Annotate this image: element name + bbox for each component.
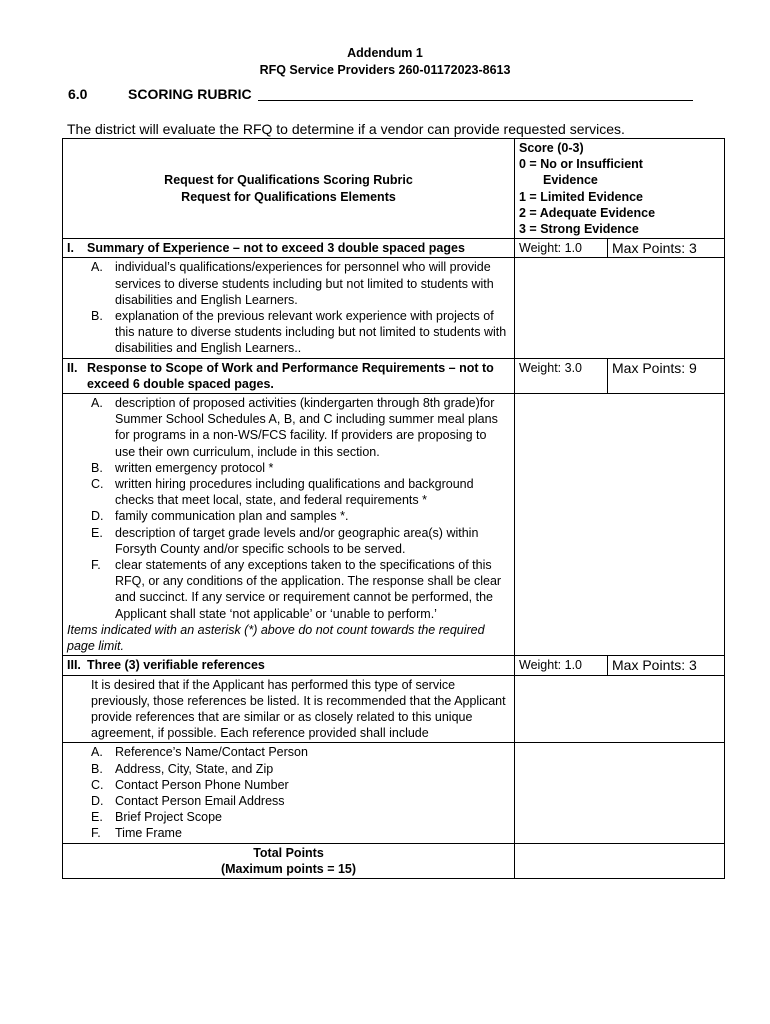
- score-entry-cell: [515, 258, 725, 358]
- item-letter: F.: [91, 826, 101, 841]
- list-item: [67, 793, 510, 809]
- score-legend-line: 0 = No or Insufficient: [519, 157, 643, 172]
- item-letter: B.: [91, 761, 103, 776]
- rfq-subtitle: RFQ Service Providers 260-01172023-8613: [259, 63, 511, 77]
- weight-cell: Weight: 3.0: [515, 358, 608, 393]
- total-score-cell: [515, 843, 725, 878]
- score-legend-line: Score (0-3): [519, 141, 584, 155]
- references-paragraph: It is desired that if the Applicant has performed this type of service previously, those references be listed. It is recommended that the Applicant provide references that are similar or as closely related to this unique agreement, if possible. Each reference provided shall include: [91, 677, 506, 741]
- list-item: [67, 809, 510, 825]
- item-letter: E.: [91, 525, 103, 540]
- item-letter: C.: [91, 477, 104, 492]
- section-items-row: [63, 258, 725, 358]
- rubric-title: Request for Qualifications Scoring Rubric: [164, 173, 413, 188]
- section-heading: [63, 239, 515, 258]
- item-letter: A.: [91, 745, 103, 760]
- weight-cell: Weight: 1.0: [515, 239, 608, 258]
- score-legend-line: 2 = Adequate Evidence: [519, 205, 656, 220]
- elements-header: [63, 139, 515, 239]
- section-items: [63, 258, 515, 358]
- item-text: Contact Person Email Address: [115, 793, 285, 808]
- section-paragraph-row: [63, 675, 725, 743]
- section-number: 6.0: [68, 86, 88, 102]
- item-text: Time Frame: [115, 826, 182, 841]
- weight-cell: Weight: 1.0: [515, 656, 608, 675]
- elements-title: Request for Qualifications Elements: [181, 189, 396, 204]
- item-text: Reference’s Name/Contact Person: [115, 745, 308, 760]
- list-item: [67, 259, 510, 308]
- item-text: Brief Project Scope: [115, 810, 222, 825]
- item-letter: B.: [91, 309, 103, 324]
- item-text: description of target grade levels and/or geographic area(s) within Forsyth County and/or specific schools to be served.: [115, 525, 479, 556]
- item-text: individual’s qualifications/experiences for personnel who will provide services to diverse students including but not limited to students with disabilities and English Learners.: [115, 260, 494, 307]
- score-legend-line: 3 = Strong Evidence: [519, 222, 639, 237]
- section-items: [63, 394, 515, 656]
- intro-text: The district will evaluate the RFQ to determine if a vendor can provide requested services.: [67, 121, 625, 137]
- references-paragraph-cell: [63, 675, 515, 743]
- section-numeral: III.: [67, 658, 81, 673]
- section-title: SCORING RUBRIC: [128, 86, 252, 102]
- max-points-cell: Max Points: 3: [608, 239, 725, 258]
- item-letter: A.: [91, 260, 103, 275]
- list-item: [67, 460, 510, 476]
- asterisk-note: Items indicated with an asterisk (*) above do not count towards the required page limit.: [67, 622, 485, 654]
- item-letter: D.: [91, 509, 104, 524]
- list-item: [67, 557, 510, 622]
- table-header-row: [63, 139, 725, 239]
- max-points-cell: Max Points: 3: [608, 656, 725, 675]
- list-item: [67, 508, 510, 524]
- list-item: [67, 825, 510, 841]
- item-letter: C.: [91, 777, 104, 792]
- score-legend-line: 1 = Limited Evidence: [519, 189, 644, 204]
- list-item: [67, 761, 510, 777]
- list-item: [67, 777, 510, 793]
- list-item: [67, 308, 510, 357]
- item-text: written hiring procedures including qualifications and background checks that meet local, state, and federal requirements *: [115, 477, 474, 508]
- section-heading-text: Summary of Experience – not to exceed 3 double spaced pages: [87, 241, 465, 256]
- item-text: Contact Person Phone Number: [115, 777, 289, 792]
- list-item: [67, 476, 510, 508]
- item-text: family communication plan and samples *.: [115, 509, 349, 524]
- section-row: [63, 239, 725, 258]
- score-entry-cell: [515, 743, 725, 843]
- scoring-rubric-table: [62, 138, 725, 879]
- score-entry-cell: [515, 675, 725, 743]
- total-points-label: [63, 843, 515, 878]
- section-items-row: [63, 743, 725, 843]
- max-points-cell: Max Points: 9: [608, 358, 725, 393]
- total-row: [63, 843, 725, 878]
- total-points-max: (Maximum points = 15): [220, 861, 357, 876]
- section-heading: [63, 358, 515, 393]
- addendum-title: Addendum 1: [347, 46, 423, 60]
- total-points-title: Total Points: [253, 845, 324, 860]
- item-letter: A.: [91, 396, 103, 411]
- item-text: written emergency protocol *: [115, 460, 274, 475]
- section-title-underline: [258, 100, 693, 101]
- item-text: description of proposed activities (kindergarten through 8th grade)for Summer School Schedules A, B, and C including summer meal plans for programs in a non-WS/FCS facility. If providers are proposing to use their own curriculum, include in this section.: [115, 396, 498, 459]
- item-letter: D.: [91, 793, 104, 808]
- section-items-row: [63, 394, 725, 656]
- list-item: [67, 395, 510, 460]
- score-legend-line: Evidence: [543, 173, 598, 188]
- section-items: [63, 743, 515, 843]
- section-row: [63, 656, 725, 675]
- item-letter: B.: [91, 460, 103, 475]
- section-numeral: I.: [67, 241, 74, 256]
- item-text: Address, City, State, and Zip: [115, 761, 274, 776]
- section-heading-text: Three (3) verifiable references: [87, 658, 265, 673]
- item-letter: F.: [91, 558, 101, 573]
- item-text: explanation of the previous relevant work experience with projects of this nature to diverse students including but not limited to students with disabilities and English Learners..: [115, 309, 507, 356]
- section-heading-text: Response to Scope of Work and Performance Requirements – not to exceed 6 double spaced pages.: [87, 360, 494, 391]
- item-letter: E.: [91, 810, 103, 825]
- item-text: clear statements of any exceptions taken to the specifications of this RFQ, or any conditions of the application. The response shall be clear and succinct. If any service or requirement cannot be performed, the Applicant shall state ‘not applicable’ or ‘unable to perform.’: [115, 558, 502, 621]
- list-item: [67, 525, 510, 557]
- list-item: [67, 744, 510, 760]
- section-row: [63, 358, 725, 393]
- score-entry-cell: [515, 394, 725, 656]
- section-numeral: II.: [67, 360, 78, 375]
- section-heading: [63, 656, 515, 675]
- score-legend: [515, 139, 725, 239]
